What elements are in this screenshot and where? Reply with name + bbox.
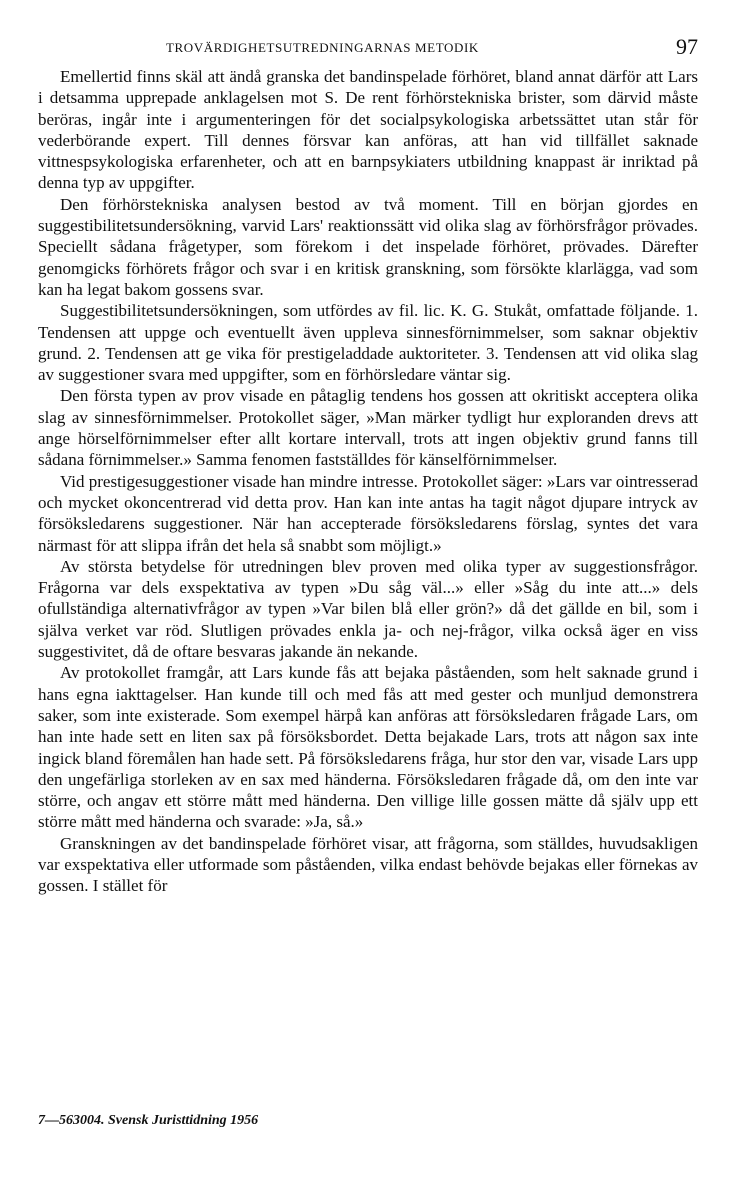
body-text [38,66,698,897]
page-header [38,36,698,62]
footer-signature: 7—563004. Svensk Juristtidning 1956 [38,1113,259,1128]
running-title: TROVÄRDIGHETSUTREDNINGARNAS METODIK [166,40,479,55]
paragraph: Suggestibilitetsundersökningen, som utfördes av fil. lic. K. G. Stukåt, omfattade följande. 1. Tendensen att uppge och eventuellt även uppleva sinnesförnimmelser, som saknar objektiv grund. 2. Tendensen att ge vika för prestigeladdade auktoriteter. 3. Tendensen att vid olika slag av suggestioner svara med uppgifter, som en förhörsledare väntar sig. [38,301,698,385]
paragraph: Av största betydelse för utredningen blev proven med olika typer av suggestionsfrågor. Frågorna var dels exspektativa av typen »Du såg väl...» eller »Såg du inte att...» dels ofullständiga alternativfrågor av typen »Var bilen blå eller grön?» då det gällde en bil, som i själva verket var röd. Slutligen prövades enkla ja- och nej-frågor, vilka också äger en viss suggestivitet, då de oftare besvaras jakande än nekande. [38,556,698,662]
page-number: 97 [676,34,698,59]
paragraph: Emellertid finns skäl att ändå granska det bandinspelade förhöret, bland annat därför att Lars i detsamma upprepade anklagelsen mot S. De rent förhörstekniska brister, som därvid måste beröras, ingår inte i argumenteringen för det socialpsykologiska arbetssättet utan står för vederbörande expert. Till dennes försvar kan anföras, att han vid tillfället saknade vittnespsykologiska erfarenheter, och att en barnpsykiaters utbildning knappast är inriktad på denna typ av uppgifter. [38,67,698,193]
paragraph: Vid prestigesuggestioner visade han mindre intresse. Protokollet säger: »Lars var ointresserad och mycket okoncentrerad vid detta prov. Han kan inte antas ha tagit något djupare intryck av försöksledarens suggestioner. När han accepterade försöksledarens förslag, syntes det vara närmast för att slippa ifrån det hela så snabbt som möjligt.» [38,471,698,555]
paragraph: Den första typen av prov visade en påtaglig tendens hos gossen att okritiskt acceptera olika slag av sinnesförnimmelser. Protokollet säger, »Man märker tydligt hur exploranden drevs att ange hörselförnimmelser efter allt kortare intervall, trots att ingen objektiv grund fanns till sådana förnimmelser.» Samma fenomen fastställdes för känselförnimmelser. [38,386,698,470]
paragraph: Granskningen av det bandinspelade förhöret visar, att frågorna, som ställdes, huvudsakligen var exspektativa eller utformade som påståenden, vilka endast behövde bejakas eller förnekas av gossen. I stället för [38,833,698,896]
paragraph: Den förhörstekniska analysen bestod av två moment. Till en början gjordes en suggestibilitetsundersökning, varvid Lars' reaktionssätt vid olika slag av förhörsfrågor prövades. Speciellt sådana frågetyper, som förekom i det inspelade förhöret, prövades. Därefter genomgicks förhörets frågor och svar i en kritisk granskning, som försökte klarlägga, vad som kan ha legat bakom gossens svar. [38,194,698,299]
paragraph: Av protokollet framgår, att Lars kunde fås att bejaka påståenden, som helt saknade grund i hans egna iakttagelser. Han kunde till och med fås att med gester och munljud demonstrera saker, som inte existerade. Som exempel härpå kan anföras att försöksledaren frågade Lars, om han inte hade sett en liten sax på försöksbordet. Detta bejakade Lars, trots att någon sax inte ingick bland föremålen han hade sett. På försöksledarens fråga, hur stor den var, visade Lars upp den ungefärliga storleken av en sax med händerna. Försöksledaren frågade då, om den inte var större, och angav ett större mått med händerna. Den villige lille gossen mätte då själv upp ett större mått med händerna och svarade: »Ja, så.» [38,663,698,832]
